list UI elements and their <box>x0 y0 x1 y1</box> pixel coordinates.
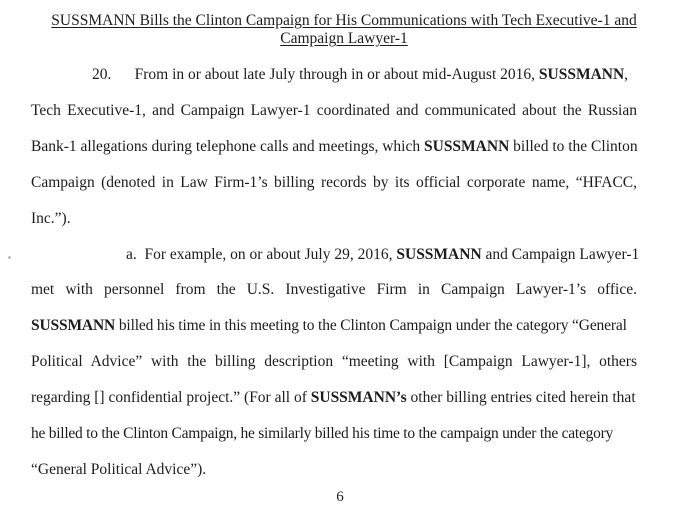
paragraph-text: From in or about late July through in or about mid-August 2016, <box>134 66 536 83</box>
subparagraph-a-line-1 <box>126 246 640 264</box>
subparagraph-a-line-6: he billed to the Clinton Campaign, he similarly billed his time to the campaign under the category <box>31 425 614 442</box>
subparagraph-a-line-7: “General Political Advice”). <box>31 461 207 478</box>
defendant-name: SUSSMANN <box>396 246 482 263</box>
page-number: 6 <box>336 489 344 505</box>
paragraph-20-line-3 <box>31 138 637 156</box>
paragraph-20-line-1 <box>92 66 637 84</box>
subparagraph-a-line-3 <box>31 317 637 335</box>
defendant-name: SUSSMANN <box>538 66 625 83</box>
paragraph-number: 20. <box>92 66 112 83</box>
paragraph-text: and Campaign Lawyer-1 <box>485 246 640 263</box>
paragraph-text: Bank-1 allegations during telephone calls and meetings, which <box>31 138 421 155</box>
paragraph-text: regarding [] confidential project.” (For all of <box>31 389 307 406</box>
punctuation: , <box>624 66 629 83</box>
subparagraph-a-line-2: met with personnel from the U.S. Investigative Firm in Campaign Lawyer-1’s office. <box>31 281 637 298</box>
paragraph-text: billed to the Clinton <box>513 138 638 155</box>
defendant-name: SUSSMANN’s <box>310 389 407 406</box>
subparagraph-marker: a. <box>126 246 137 263</box>
paragraph-text: billed his time in this meeting to the Clinton Campaign under the category “General <box>118 317 627 334</box>
paragraph-20-line-5: Inc.”). <box>31 210 71 227</box>
paragraph-text: other billing entries cited herein that <box>410 389 636 406</box>
defendant-name: SUSSMANN <box>424 138 510 155</box>
subparagraph-a-line-4: Political Advice” with the billing description “meeting with [Campaign Lawyer-1], others <box>31 353 637 370</box>
paragraph-20-line-2: Tech Executive-1, and Campaign Lawyer-1 coordinated and communicated about the Russian <box>31 102 637 119</box>
scan-speck <box>8 256 11 259</box>
section-heading-line-1: SUSSMANN Bills the Clinton Campaign for His Communications with Tech Executive-1 and <box>51 12 637 29</box>
subparagraph-a-line-5 <box>31 389 637 407</box>
paragraph-20-line-4: Campaign (denoted in Law Firm-1’s billing records by its official corporate name, “HFACC, <box>31 174 637 191</box>
section-heading-line-2: Campaign Lawyer-1 <box>280 30 408 47</box>
defendant-name: SUSSMANN <box>31 317 116 334</box>
paragraph-text: For example, on or about July 29, 2016, <box>144 246 393 263</box>
